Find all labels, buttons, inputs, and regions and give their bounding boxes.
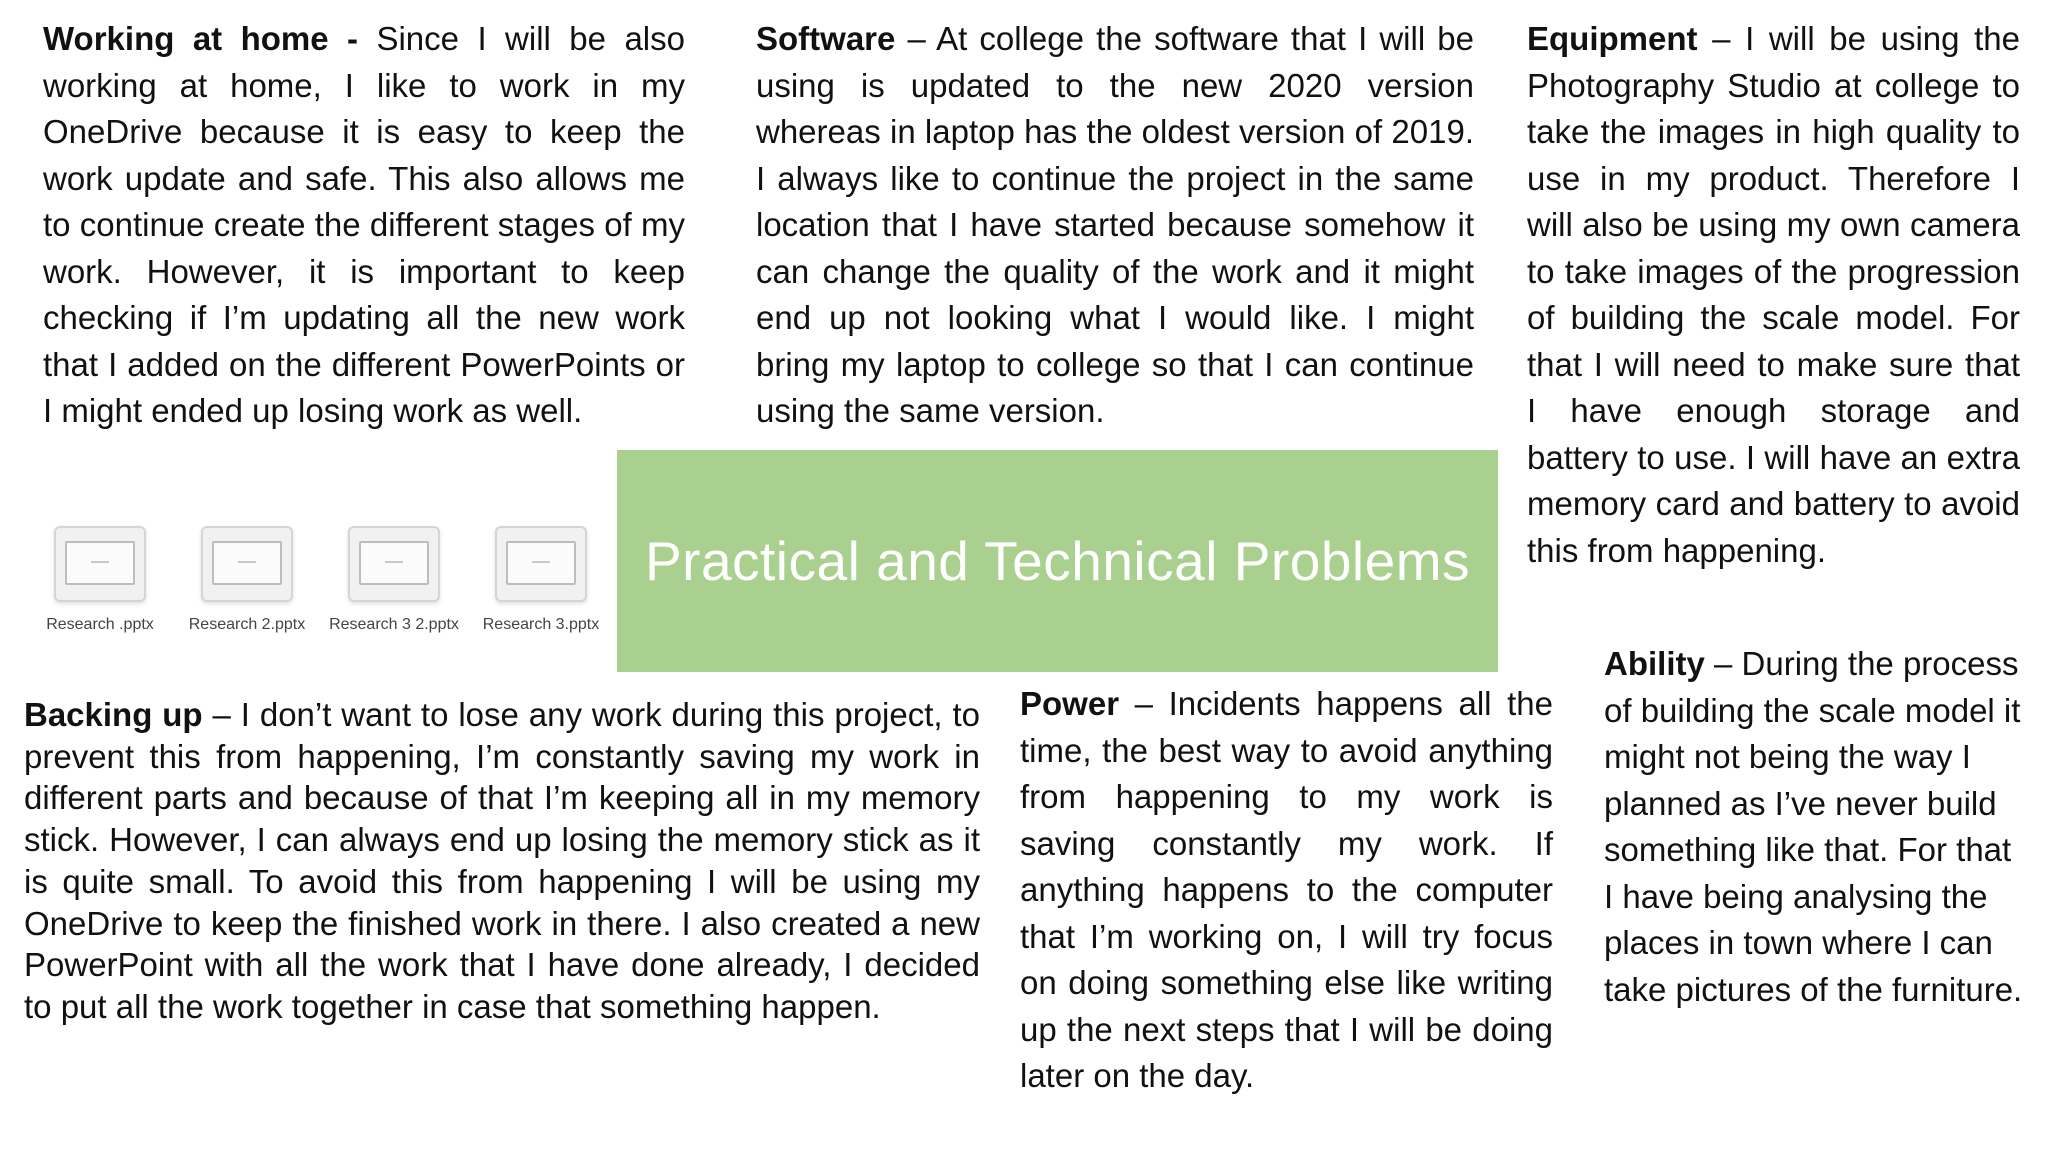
file-name: Research 3 2.pptx — [329, 616, 459, 633]
file-item[interactable] — [324, 520, 464, 640]
presentation-file-icon — [495, 526, 587, 602]
file-item[interactable] — [30, 520, 170, 640]
software-paragraph — [756, 16, 1474, 435]
file-name: Research 3.pptx — [482, 616, 600, 633]
file-thumbnails — [30, 520, 600, 640]
backing-up-paragraph — [24, 694, 980, 1028]
power-heading: Power — [1020, 685, 1120, 722]
ability-paragraph — [1604, 641, 2024, 1013]
working-at-home-heading: Working at home - — [43, 20, 359, 57]
equipment-text: – I will be using the Photography Studio at college to take the images in high quality to use in my product. Therefore I will also be using my own camera to take images of the progression of building the scale model. For that I will need to make sure that I have enough storage and battery to use. I will have an extra memory card and battery to avoid this from happening. — [1527, 20, 2020, 569]
title-banner — [617, 450, 1498, 672]
equipment-paragraph — [1527, 16, 2020, 574]
backing-up-heading: Backing up — [24, 696, 203, 733]
file-item[interactable] — [471, 520, 611, 640]
equipment-heading: Equipment — [1527, 20, 1698, 57]
software-heading: Software — [756, 20, 896, 57]
banner-title: Practical and Technical Problems — [644, 530, 1471, 592]
presentation-file-icon — [54, 526, 146, 602]
ability-heading: Ability — [1604, 645, 1705, 682]
presentation-file-icon — [348, 526, 440, 602]
power-paragraph — [1020, 681, 1553, 1100]
ability-text: – During the process of building the scale model it might not being the way I planned as I’ve never build something like that. For that I have being analysing the places in town where I can take pictures of the furniture. — [1604, 645, 2023, 1008]
backing-up-text: – I don’t want to lose any work during this project, to prevent this from happening, I’m constantly saving my work in different parts and because of that I’m keeping all in my memory stick. However, I can always end up losing the memory stick as it is quite small. To avoid this from happening I will be using my OneDrive to keep the finished work in there. I also created a new PowerPoint with all the work that I have done already, I decided to put all the work together in case that something happen. — [24, 696, 981, 1025]
file-item[interactable] — [177, 520, 317, 640]
software-text: – At college the software that I will be using is updated to the new 2020 version whereas in laptop has the oldest version of 2019. I always like to continue the project in the same location that I have started because somehow it can change the quality of the work and it might end up not looking what I would like. I might bring my laptop to college so that I can continue using the same version. — [756, 20, 1474, 429]
file-name: Research 2.pptx — [188, 616, 306, 633]
file-name: Research .pptx — [46, 616, 154, 633]
working-at-home-paragraph — [43, 16, 685, 435]
presentation-file-icon — [201, 526, 293, 602]
power-text: – Incidents happens all the time, the best way to avoid anything from happening to my work is saving constantly my work. If anything happens to the computer that I’m working on, I will try focus on doing something else like writing up the next steps that I will be doing later on the day. — [1020, 685, 1553, 1094]
working-at-home-text: Since I will be also working at home, I like to work in my OneDrive because it is easy to keep the work update and safe. This also allows me to continue create the different stages of my work. However, it is important to keep checking if I’m updating all the new work that I added on the different PowerPoints or I might ended up losing work as well. — [43, 20, 685, 429]
